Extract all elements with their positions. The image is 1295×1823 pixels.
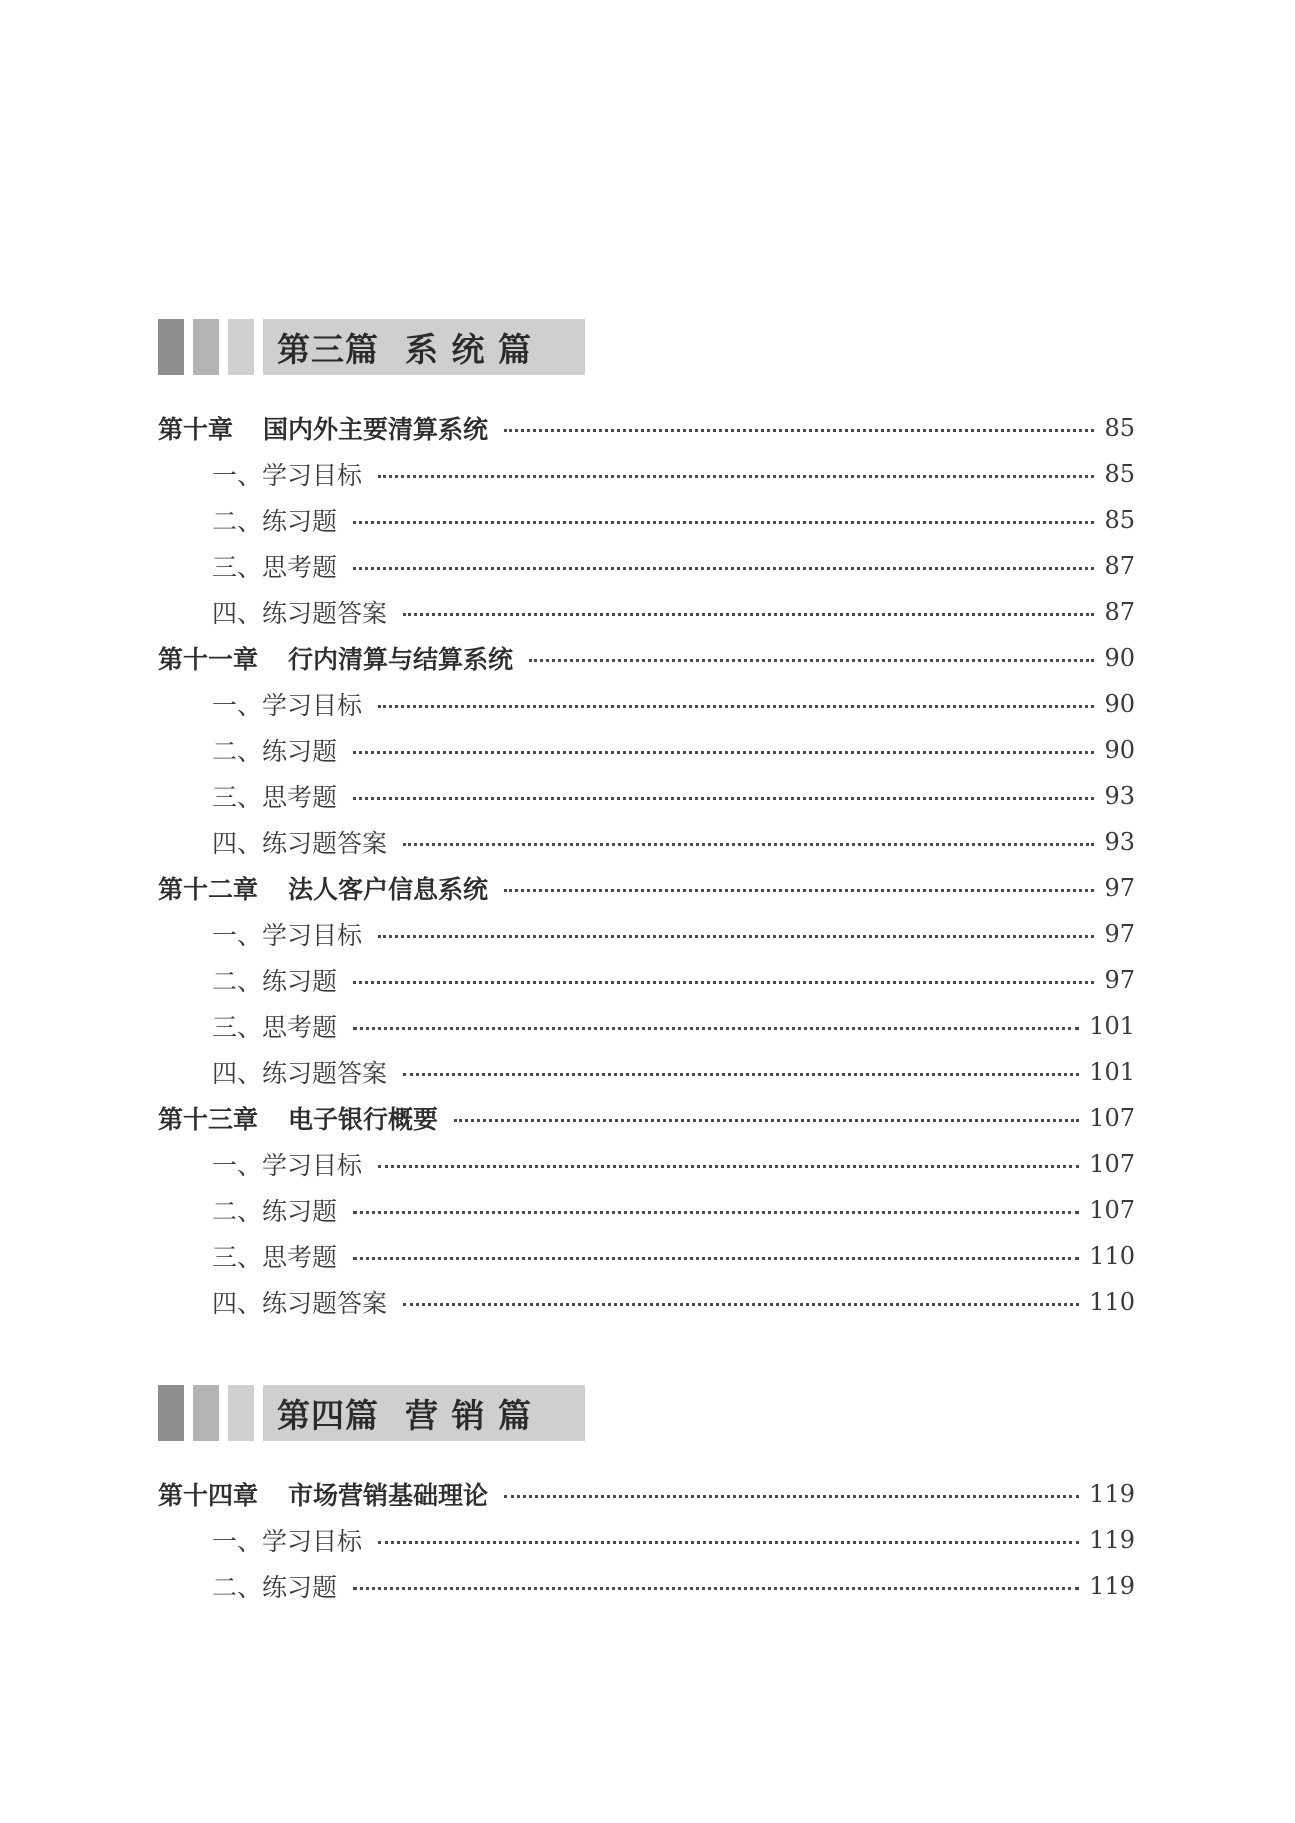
dot-leader <box>353 797 1094 800</box>
chapter-number: 第十章 <box>158 415 234 444</box>
dot-leader <box>403 1303 1079 1306</box>
page-number: 90 <box>1104 690 1135 718</box>
toc-section-entry[interactable] <box>158 1233 1135 1279</box>
section-label: 二、练习题 <box>212 1573 338 1602</box>
dot-leader <box>353 1587 1079 1590</box>
dot-leader <box>403 613 1094 616</box>
chapter-label <box>158 640 513 676</box>
page-number: 85 <box>1104 506 1135 534</box>
chapter-title: 电子银行概要 <box>288 1105 439 1134</box>
dot-leader <box>529 659 1094 662</box>
toc-part-4 <box>158 1471 1135 1609</box>
part-header-4 <box>158 1385 585 1441</box>
decor-bar-medium <box>193 319 219 375</box>
page-number: 90 <box>1104 736 1135 764</box>
part-title <box>263 1385 585 1441</box>
dot-leader <box>378 935 1094 938</box>
dot-leader <box>378 705 1094 708</box>
toc-section-entry[interactable] <box>158 451 1135 497</box>
section-label: 三、思考题 <box>212 553 338 582</box>
page-number: 107 <box>1089 1150 1135 1178</box>
section-label: 二、练习题 <box>212 967 338 996</box>
chapter-number: 第十二章 <box>158 875 259 904</box>
chapter-label <box>158 1100 438 1136</box>
section-label: 三、思考题 <box>212 1013 338 1042</box>
toc-section-entry[interactable] <box>158 1563 1135 1609</box>
toc-section-entry[interactable] <box>158 1279 1135 1325</box>
dot-leader <box>504 889 1094 892</box>
section-label: 三、思考题 <box>212 783 338 812</box>
section-label: 四、练习题答案 <box>212 1289 388 1318</box>
dot-leader <box>378 1541 1079 1544</box>
page-number: 101 <box>1089 1058 1135 1086</box>
toc-section-entry[interactable] <box>158 727 1135 773</box>
toc-chapter-entry[interactable] <box>158 1095 1135 1141</box>
section-label: 四、练习题答案 <box>212 829 388 858</box>
page-number: 101 <box>1089 1012 1135 1040</box>
part-title-name: 营 销 篇 <box>405 1395 532 1435</box>
toc-section-entry[interactable] <box>158 1141 1135 1187</box>
part-title-number: 第三篇 <box>277 329 379 369</box>
page-number: 110 <box>1089 1242 1135 1270</box>
section-label: 四、练习题答案 <box>212 1059 388 1088</box>
section-label: 二、练习题 <box>212 737 338 766</box>
page-number: 93 <box>1104 828 1135 856</box>
chapter-title: 国内外主要清算系统 <box>263 415 489 444</box>
page-number: 119 <box>1089 1526 1135 1554</box>
dot-leader <box>454 1119 1079 1122</box>
page-number: 87 <box>1104 552 1135 580</box>
toc-section-entry[interactable] <box>158 1517 1135 1563</box>
page-number: 93 <box>1104 782 1135 810</box>
toc-section-entry[interactable] <box>158 957 1135 1003</box>
section-label: 一、学习目标 <box>212 461 363 490</box>
chapter-label <box>158 410 488 446</box>
dot-leader <box>353 981 1094 984</box>
chapter-number: 第十三章 <box>158 1105 259 1134</box>
chapter-number: 第十四章 <box>158 1481 259 1510</box>
page-number: 97 <box>1104 920 1135 948</box>
part-title-number: 第四篇 <box>277 1395 379 1435</box>
toc-section-entry[interactable] <box>158 1187 1135 1233</box>
dot-leader <box>378 475 1094 478</box>
page-number: 107 <box>1089 1196 1135 1224</box>
toc-part-3 <box>158 405 1135 1325</box>
dot-leader <box>378 1165 1079 1168</box>
decor-bar-dark <box>158 319 184 375</box>
section-label: 四、练习题答案 <box>212 599 388 628</box>
toc-section-entry[interactable] <box>158 773 1135 819</box>
page-number: 85 <box>1104 460 1135 488</box>
page-number: 107 <box>1089 1104 1135 1132</box>
dot-leader <box>353 567 1094 570</box>
toc-chapter-entry[interactable] <box>158 865 1135 911</box>
section-label: 一、学习目标 <box>212 921 363 950</box>
chapter-label <box>158 870 488 906</box>
dot-leader <box>353 1027 1079 1030</box>
section-label: 一、学习目标 <box>212 691 363 720</box>
chapter-label <box>158 1476 488 1512</box>
dot-leader <box>353 751 1094 754</box>
dot-leader <box>504 429 1094 432</box>
dot-leader <box>353 1211 1079 1214</box>
toc-section-entry[interactable] <box>158 543 1135 589</box>
decor-bar-dark <box>158 1385 184 1441</box>
part-title <box>263 319 585 375</box>
dot-leader <box>403 843 1094 846</box>
page-number: 90 <box>1104 644 1135 672</box>
page-number: 87 <box>1104 598 1135 626</box>
decor-bar-light <box>228 1385 254 1441</box>
toc-section-entry[interactable] <box>158 819 1135 865</box>
decor-bar-medium <box>193 1385 219 1441</box>
dot-leader <box>353 521 1094 524</box>
page-number: 119 <box>1089 1480 1135 1508</box>
toc-section-entry[interactable] <box>158 1003 1135 1049</box>
toc-section-entry[interactable] <box>158 911 1135 957</box>
section-label: 二、练习题 <box>212 507 338 536</box>
chapter-number: 第十一章 <box>158 645 259 674</box>
chapter-title: 市场营销基础理论 <box>288 1481 489 1510</box>
toc-section-entry[interactable] <box>158 589 1135 635</box>
page-number: 119 <box>1089 1572 1135 1600</box>
toc-chapter-entry[interactable] <box>158 405 1135 451</box>
toc-section-entry[interactable] <box>158 497 1135 543</box>
page-number: 97 <box>1104 966 1135 994</box>
dot-leader <box>504 1495 1079 1498</box>
section-label: 一、学习目标 <box>212 1527 363 1556</box>
page-number: 110 <box>1089 1288 1135 1316</box>
section-label: 一、学习目标 <box>212 1151 363 1180</box>
section-label: 二、练习题 <box>212 1197 338 1226</box>
chapter-title: 法人客户信息系统 <box>288 875 489 904</box>
section-label: 三、思考题 <box>212 1243 338 1272</box>
toc-section-entry[interactable] <box>158 681 1135 727</box>
part-header-3 <box>158 319 585 375</box>
dot-leader <box>403 1073 1079 1076</box>
decor-bar-light <box>228 319 254 375</box>
dot-leader <box>353 1257 1079 1260</box>
toc-chapter-entry[interactable] <box>158 1471 1135 1517</box>
page-number: 85 <box>1104 414 1135 442</box>
toc-chapter-entry[interactable] <box>158 635 1135 681</box>
page-number: 97 <box>1104 874 1135 902</box>
toc-section-entry[interactable] <box>158 1049 1135 1095</box>
chapter-title: 行内清算与结算系统 <box>288 645 514 674</box>
part-title-name: 系 统 篇 <box>405 329 532 369</box>
